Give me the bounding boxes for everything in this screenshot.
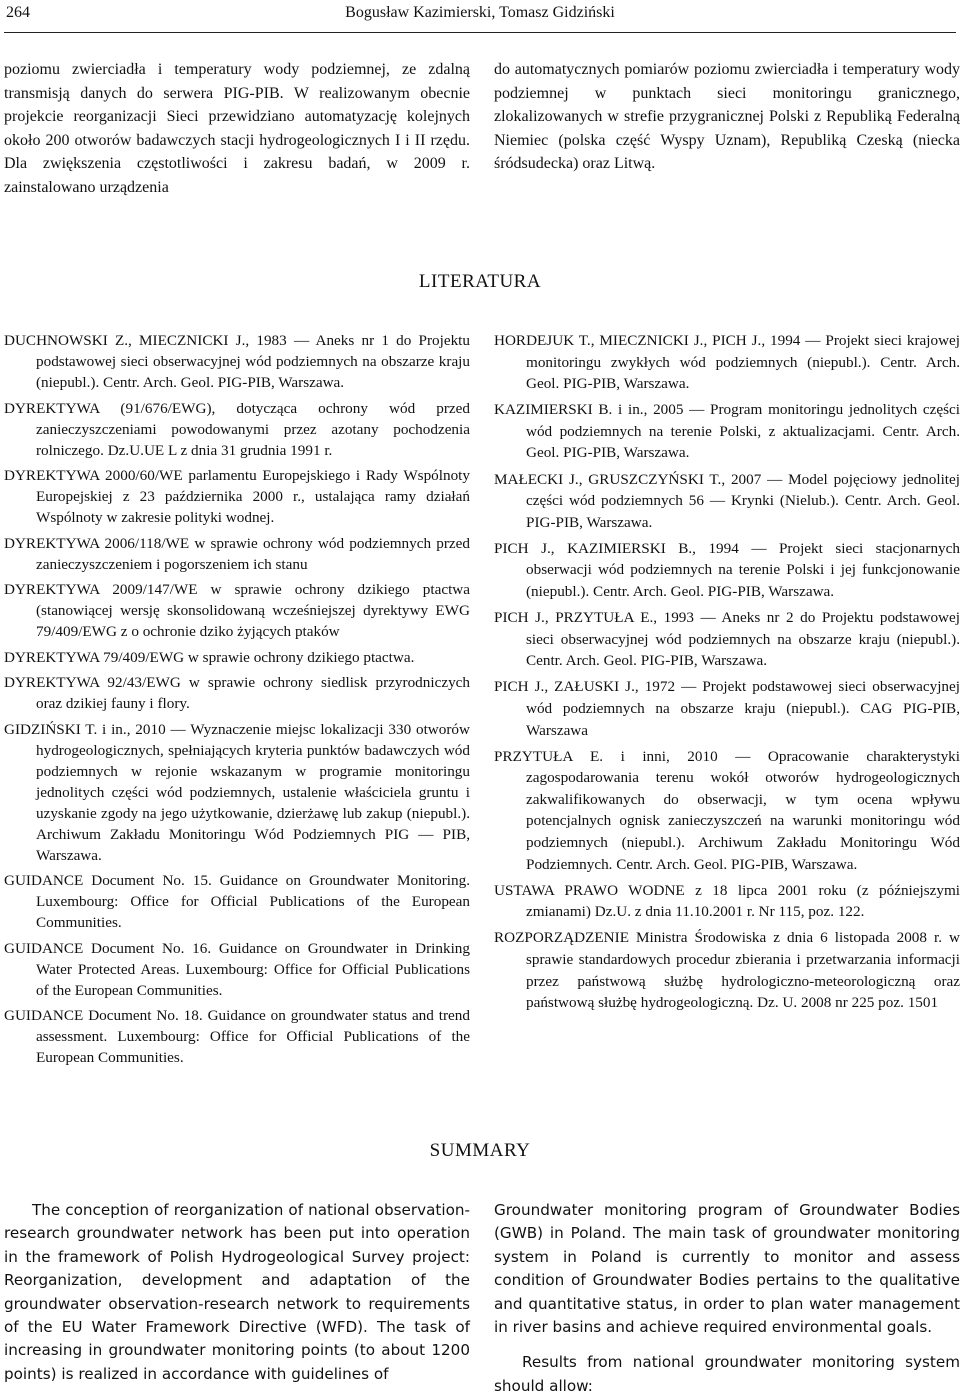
- running-head-authors: Bogusław Kazimierski, Tomasz Gidziński: [345, 4, 615, 21]
- summary-paragraph: The conception of reorganization of national observation-research groundwater network has been put into operation in the framework of Polish Hydrogeological Survey project: Reorganization, development and adaptation of the groundwater observation-research network to requirements of the EU Water Framework Directive (WFD). The task of increasing in groundwater monitoring points (to about 1200 points) is realized in accordance with guidelines of: [4, 1201, 470, 1383]
- reference-item: DUCHNOWSKI Z., MIECZNICKI J., 1983 — Aneks nr 1 do Projektu podstawowej sieci obserwacyjnej wód podziemnych na obszarze kraju (niepubl.). Centr. Arch. Geol. PIG-PIB, Warszawa.: [4, 332, 470, 391]
- literature-heading: LITERATURA: [418, 271, 542, 292]
- reference-item: DYREKTYWA 2000/60/WE parlamentu Europejskiego i Rady Wspólnoty Europejskiej z 23 października 2000 r., ustalająca ramy działań Wspólnoty w zakresie polityki wodnej.: [4, 467, 470, 526]
- page-number: 264: [6, 4, 30, 21]
- reference-item: PICH J., KAZIMIERSKI B., 1994 — Projekt sieci stacjonarnych obserwacji wód podziemnych na terenie Polski i jej funkcjonowanie (niepubl.). Centr. Arch. Geol. PIG-PIB, Warszawa.: [494, 539, 960, 601]
- reference-item: DYREKTYWA 79/409/EWG w sprawie ochrony dzikiego ptactwa.: [4, 648, 415, 666]
- reference-item: GUIDANCE Document No. 16. Guidance on Groundwater in Drinking Water Protected Areas. Luxembourg: Office for Official Publications of the European Communities.: [4, 939, 470, 999]
- intro-right-column: [494, 58, 960, 176]
- reference-item: GUIDANCE Document No. 18. Guidance on groundwater status and trend assessment. Luxembourg: Office for Official Publications of the European Communities.: [4, 1007, 470, 1066]
- reference-item: GIDZIŃSKI T. i in., 2010 — Wyznaczenie miejsc lokalizacji 330 otworów hydrogeologicznych, spełniających kryteria punktów badawczych wód podziemnych w rejonie wskazanym w programie monitoringu jednolitych części wód podziemnych, ustalenie właściciela gruntu i uzyskanie zgody na jego użytkowanie, dzierżawę lub zakup (niepubl.). Archiwum Zakładu Monitoringu Wód Podziemnych PIG — PIB, Warszawa.: [4, 720, 470, 864]
- reference-item: DYREKTYWA 92/43/EWG w sprawie ochrony siedlisk przyrodniczych oraz dzikiej fauny i flory.: [4, 674, 470, 712]
- summary-paragraph: Results from national groundwater monitoring system should allow:: [494, 1353, 960, 1395]
- intro-left-column: [4, 58, 470, 199]
- reference-item: USTAWA PRAWO WODNE z 18 lipca 2001 roku (z późniejszymi zmianami) Dz.U. z dnia 11.10.2001 r. Nr 115, poz. 122.: [494, 881, 960, 921]
- reference-item: KAZIMIERSKI B. i in., 2005 — Program monitoringu jednolitych części wód podziemnych na terenie Polski, z aktualizacjami. Centr. Arch. Geol. PIG-PIB, Warszawa.: [494, 401, 960, 462]
- reference-item: GUIDANCE Document No. 15. Guidance on Groundwater Monitoring. Luxembourg: Office for Official Publications of the European Communities.: [4, 872, 470, 931]
- reference-item: ROZPORZĄDZENIE Ministra Środowiska z dnia 6 listopada 2008 r. w sprawie standardowych procedur zbierania i przetwarzania informacji przez państwową służbę hydrologiczno-meteorologiczną oraz państwową służbę hydrogeologiczną. Dz. U. 2008 nr 225 poz. 1501: [494, 929, 960, 1012]
- summary-right-column: [494, 1199, 960, 1398]
- reference-item: DYREKTYWA 2006/118/WE w sprawie ochrony wód podziemnych przed zanieczyszczeniem i pogorszeniem ich stanu: [4, 534, 470, 573]
- summary-left-column: [4, 1199, 470, 1386]
- reference-item: DYREKTYWA 2009/147/WE w sprawie ochrony dzikiego ptactwa (stanowiącej wersję skonsolidowaną wcześniejszej dyrektywy EWG 79/409/EWG z o ochronie dziko żyjących ptaków: [4, 581, 470, 640]
- intro-paragraph-left: poziomu zwierciadła i temperatury wody podziemnej, ze zdalną transmisją danych do serwera PIG-PIB. W realizowanym obecnie projekcie reorganizacji Sieci przewidziano automatyzację kolejnych około 200 otworów badawczych stacji hydrogeologicznych I i II rzędu. Dla zwiększenia częstotliwości i zakresu badań, w 2009 r. zainstalowano urządzenia: [4, 61, 470, 196]
- summary-heading: SUMMARY: [429, 1140, 531, 1161]
- reference-item: PICH J., ZAŁUSKI J., 1972 — Projekt podstawowej sieci obserwacyjnej wód podziemnych na obszarze kraju (niepubl.). CAG PIG-PIB, Warszawa: [494, 678, 960, 739]
- summary-paragraph: Groundwater monitoring program of Groundwater Bodies (GWB) in Poland. The main task of groundwater monitoring system in Poland is currently to monitor and assess condition of Groundwater Bodies pertains to the qualitative and quantitative status, in order to plan water management in river basins and achieve required environmental goals.: [494, 1201, 960, 1337]
- reference-item: DYREKTYWA (91/676/EWG), dotycząca ochrony wód przed zanieczyszczeniami powodowanymi przez azotany pochodzenia rolniczego. Dz.U.UE L z dnia 31 grudnia 1991 r.: [4, 399, 470, 459]
- page-header: [0, 0, 960, 34]
- reference-item: PRZYTUŁA E. i inni, 2010 — Opracowanie charakterystyki zagospodarowania terenu wokół otworów hydrogeologicznych zakwalifikowanych do obserwacji, w tym ocena wpływu potencjalnych ognisk zanieczyszczeń na warunki monitoringu wód podziemnych (niepubl.). Archiwum Zakładu Monitoringu Wód Podziemnych. Centr. Arch. Geol. PIG-PIB, Warszawa.: [494, 747, 960, 873]
- reference-item: HORDEJUK T., MIECZNICKI J., PICH J., 1994 — Projekt sieci krajowej monitoringu zwykłych wód podziemnych (niepubl.). Centr. Arch. Geol. PIG-PIB, Warszawa.: [494, 332, 960, 393]
- intro-paragraph-right: do automatycznych pomiarów poziomu zwierciadła i temperatury wody podziemnej w punktach sieci monitoringu granicznego, zlokalizowanych w strefie przygranicznej Polski z Republiką Federalną Niemiec (polska część Wyspy Uznam), Republiką Czeską (niecka śródsudecka) oraz Litwą.: [494, 61, 960, 172]
- references-right-column: [494, 330, 960, 1018]
- reference-item: MAŁECKI J., GRUSZCZYŃSKI T., 2007 — Model pojęciowy jednolitej części wód podziemnych 56 — Krynki (Nielub.). Centr. Arch. Geol. PIG-PIB, Warszawa.: [494, 470, 960, 531]
- references-left-column: [4, 330, 470, 1073]
- header-rule: [4, 32, 956, 33]
- reference-item: PICH J., PRZYTUŁA E., 1993 — Aneks nr 2 do Projektu podstawowej sieci obserwacyjnej wód podziemnych na obszarze kraju (niepubl.). Centr. Arch. Geol. PIG-PIB, Warszawa.: [494, 609, 960, 670]
